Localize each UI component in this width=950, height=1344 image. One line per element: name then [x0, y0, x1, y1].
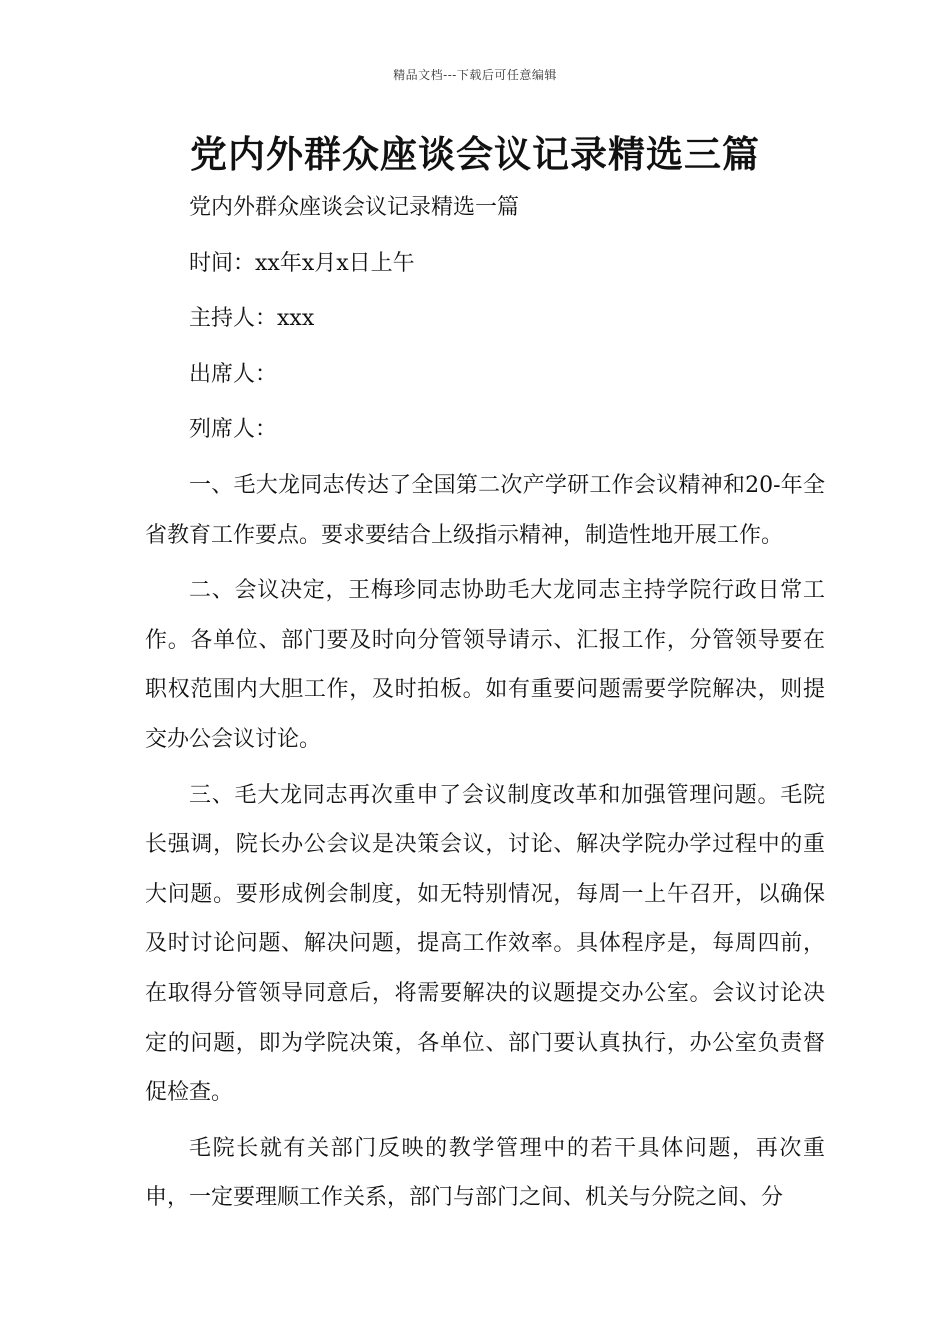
paragraph-4: 毛院长就有关部门反映的教学管理中的若干具体问题，再次重申，一定要理顺工作关系，部门与部门之间、机关与分院之间、分: [145, 1135, 825, 1211]
subtitle: 党内外群众座谈会议记录精选一篇: [189, 195, 520, 220]
meta-time: 时间：xx年x月x日上午: [189, 250, 415, 276]
paragraph-2: 二、会议决定，王梅珍同志协助毛大龙同志主持学院行政日常工作。各单位、部门要及时向分管领导请示、汇报工作，分管领导要在职权范围内大胆工作，及时拍板。如有重要问题需要学院解决，则提交办公会议讨论。: [145, 578, 825, 752]
document-title: 党内外群众座谈会议记录精选三篇: [190, 132, 760, 176]
document-body: [145, 183, 825, 1223]
paragraph-3: 三、毛大龙同志再次重申了会议制度改革和加强管理问题。毛院长强调，院长办公会议是决策会议，讨论、解决学院办学过程中的重大问题。要形成例会制度，如无特别情况，每周一上午召开，以确保及时讨论问题、解决问题，提高工作效率。具体程序是，每周四前，在取得分管领导同意后，将需要解决的议题提交办公室。会议讨论决定的问题，即为学院决策，各单位、部门要认真执行，办公室负责督促检查。: [145, 782, 825, 1106]
meta-attendees: 出席人：: [189, 361, 278, 387]
meta-host: 主持人：xxx: [189, 306, 315, 332]
header-note: 精品文档---下载后可任意编辑: [393, 68, 557, 82]
paragraph-1: 一、毛大龙同志传达了全国第二次产学研工作会议精神和20-年全省教育工作要点。要求要结合上级指示精神，制造性地开展工作。: [145, 472, 825, 548]
meta-observers: 列席人：: [189, 417, 278, 443]
